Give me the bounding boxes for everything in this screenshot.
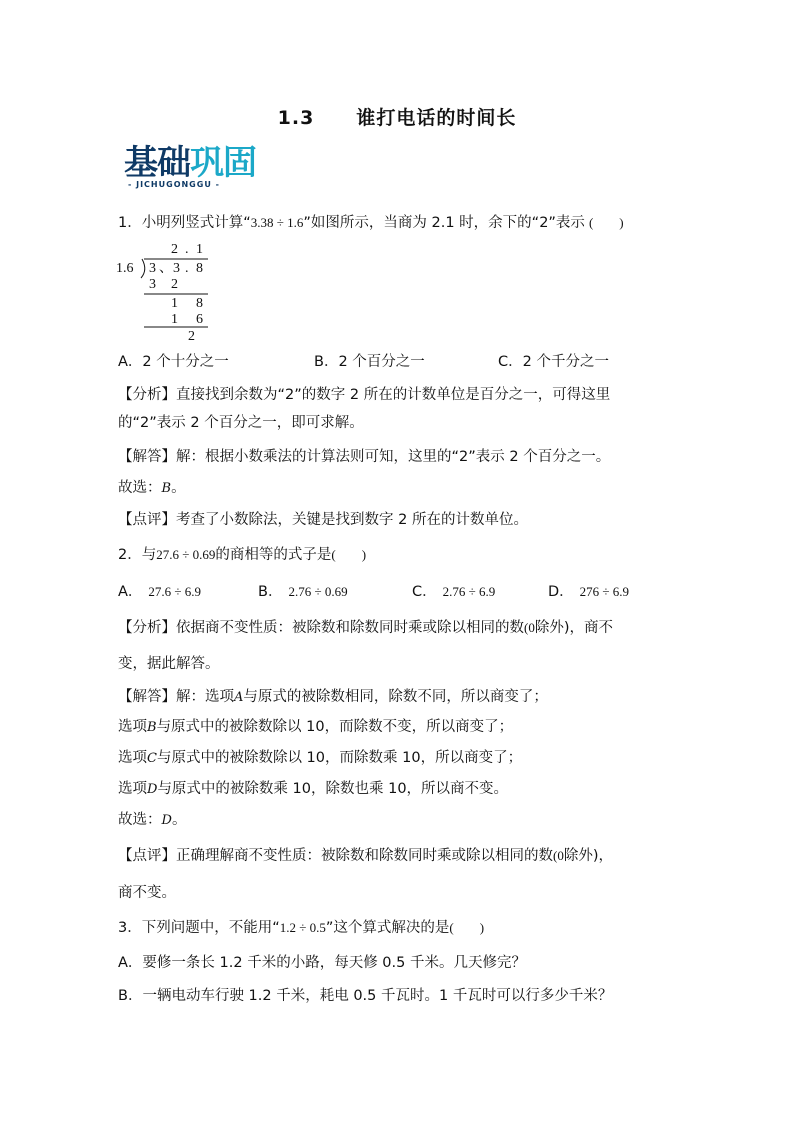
answer-text: 选项 (118, 781, 147, 797)
q1-analysis-text-1: 直接找到余数为“2”的数字 2 所在的计数单位是百分之一，可得这里 (176, 387, 611, 403)
page-title (0, 103, 794, 130)
answer-text: 与原式的被除数相同，除数不同，所以商变了； (243, 689, 548, 705)
q1-stem-b: ”如图所示，当商为 2.1 时，余下的“2”表示 (303, 215, 585, 231)
division-bracket (116, 240, 216, 345)
comment-text: 正确理解商不变性质：被除数和除数同时乘或除以相同的数 (176, 848, 553, 864)
q2-answer-4 (118, 779, 508, 800)
comment-text: (0 (553, 848, 564, 863)
option-var: B (147, 720, 157, 735)
option-label: B． (258, 584, 283, 600)
q3-stem-b: ”这个算式解决的是 (325, 920, 450, 936)
q3-stem (118, 918, 484, 938)
q1-comment-text: 考查了小数除法，关键是找到数字 2 所在的计数单位。 (176, 512, 528, 528)
option-expr: 2.76 ÷ 6.9 (442, 584, 496, 599)
remainder: 2 (188, 329, 195, 344)
q3-paren: ( ) (449, 920, 485, 935)
section-logo (124, 144, 266, 194)
q3-option-a: A．要修一条长 1.2 千米的小路，每天修 0.5 千米。几天修完？ (118, 955, 526, 971)
long-division-figure (116, 240, 216, 345)
q2-answer-3 (118, 748, 522, 769)
q2-analysis (118, 618, 613, 638)
choice-suffix: 。 (171, 812, 187, 828)
answer-text: 与原式中的被除数乘 10，除数也乘 10，所以商不变。 (157, 781, 509, 797)
q3-stem-expr: 1.2 ÷ 0.5 (279, 920, 326, 935)
q1-stem (118, 213, 624, 233)
q1-answer-text: 解：根据小数乘法的计算法则可知，这里的“2”表示 2 个百分之一。 (176, 449, 611, 465)
quotient-digit: 1 (196, 242, 203, 257)
q2-stem-expr: 27.6 ÷ 0.69 (156, 547, 216, 562)
option-var: D (147, 782, 158, 797)
q2-analysis-b: (0 (524, 620, 535, 635)
q1-option-b: B．2 个百分之一 (314, 354, 425, 370)
logo-text-b: 巩固 (190, 143, 256, 183)
q2-paren: ( ) (331, 547, 367, 562)
q2-stem-a: 2．与 (118, 547, 157, 563)
q2-option-b (258, 582, 348, 602)
quotient-digit: 2 (171, 242, 178, 257)
step-digit: 2 (171, 277, 178, 292)
option-expr: 27.6 ÷ 6.9 (148, 584, 202, 599)
q2-option-c (412, 582, 495, 602)
logo-text-a: 基础 (124, 143, 190, 183)
dividend-digit: 3 (149, 261, 156, 276)
comment-label: 【点评】 (118, 848, 176, 864)
q2-stem (118, 545, 366, 565)
q1-option-a: A．2 个十分之一 (118, 354, 229, 370)
answer-label: 【解答】 (118, 449, 176, 465)
q2-option-a (118, 582, 201, 602)
option-var: C (147, 751, 157, 766)
q2-analysis-a: 依据商不变性质：被除数和除数同时乘或除以相同的数 (176, 620, 524, 636)
q2-option-d (548, 582, 629, 602)
comment-label: 【点评】 (118, 512, 176, 528)
q1-option-c: C．2 个千分之一 (498, 354, 609, 370)
choice-suffix: 。 (171, 480, 186, 496)
title-number: 1.3 (277, 107, 315, 129)
divisor: 1.6 (116, 261, 134, 276)
q1-comment (118, 510, 528, 530)
dividend-digit: . (185, 261, 189, 276)
choice-value: D (161, 813, 172, 828)
option-var: A (234, 690, 244, 705)
q1-analysis-text-2: 的“2”表示 2 个百分之一，即可求解。 (118, 415, 364, 431)
choice-value: B (161, 481, 172, 496)
logo-title (124, 144, 256, 182)
step-digit: 1 (171, 312, 178, 327)
choice-prefix: 故选： (118, 812, 162, 828)
step-digit: 8 (196, 296, 203, 311)
comment-text: 除外)， (563, 848, 614, 864)
step-digit: 1 (171, 296, 178, 311)
answer-text: 与原式中的被除数除以 10，而除数不变，所以商变了； (156, 719, 514, 735)
q1-stem-expr: 3.38 ÷ 1.6 (250, 215, 304, 230)
option-expr: 276 ÷ 6.9 (579, 584, 630, 599)
analysis-label: 【分析】 (118, 620, 176, 636)
answer-text: 选项 (118, 719, 147, 735)
q2-analysis-text-2: 变，据此解答。 (118, 656, 220, 672)
answer-label: 【解答】 (118, 689, 176, 705)
choice-prefix: 故选： (118, 480, 162, 496)
q1-choice (118, 478, 186, 499)
q2-stem-b: 的商相等的式子是 (215, 547, 332, 563)
q2-analysis-c: 除外)，商不 (534, 620, 614, 636)
q3-option-b: B．一辆电动车行驶 1.2 千米，耗电 0.5 千瓦时。1 千瓦时可以行多少千米？ (118, 988, 613, 1004)
q1-answer (118, 447, 610, 467)
dividend-digit: 8 (196, 261, 203, 276)
step-digit: 6 (196, 312, 203, 327)
q2-choice (118, 810, 186, 831)
step-digit: 3 (149, 277, 156, 292)
logo-subtitle: - JICHUGONGGU - (128, 180, 220, 189)
title-text: 谁打电话的时间长 (356, 107, 517, 129)
analysis-label: 【分析】 (118, 387, 176, 403)
option-expr: 2.76 ÷ 0.69 (288, 584, 348, 599)
q1-paren: ( ) (588, 215, 624, 230)
answer-text: 与原式中的被除数除以 10，而除数乘 10，所以商变了； (156, 750, 523, 766)
q2-comment-text-2: 商不变。 (118, 885, 176, 901)
quotient-digit: . (185, 242, 189, 257)
q2-answer-2 (118, 717, 513, 738)
answer-text: 解：选项 (176, 689, 234, 705)
dividend-digit: 、3 (159, 261, 180, 276)
q1-stem-a: 1．小明列竖式计算“ (118, 215, 251, 231)
option-label: D． (548, 584, 574, 600)
q2-comment (118, 846, 613, 866)
option-label: A． (118, 584, 143, 600)
answer-text: 选项 (118, 750, 147, 766)
q2-answer-1 (118, 687, 548, 708)
q1-analysis (118, 385, 610, 405)
q3-stem-a: 3．下列问题中，不能用“ (118, 920, 280, 936)
option-label: C． (412, 584, 437, 600)
